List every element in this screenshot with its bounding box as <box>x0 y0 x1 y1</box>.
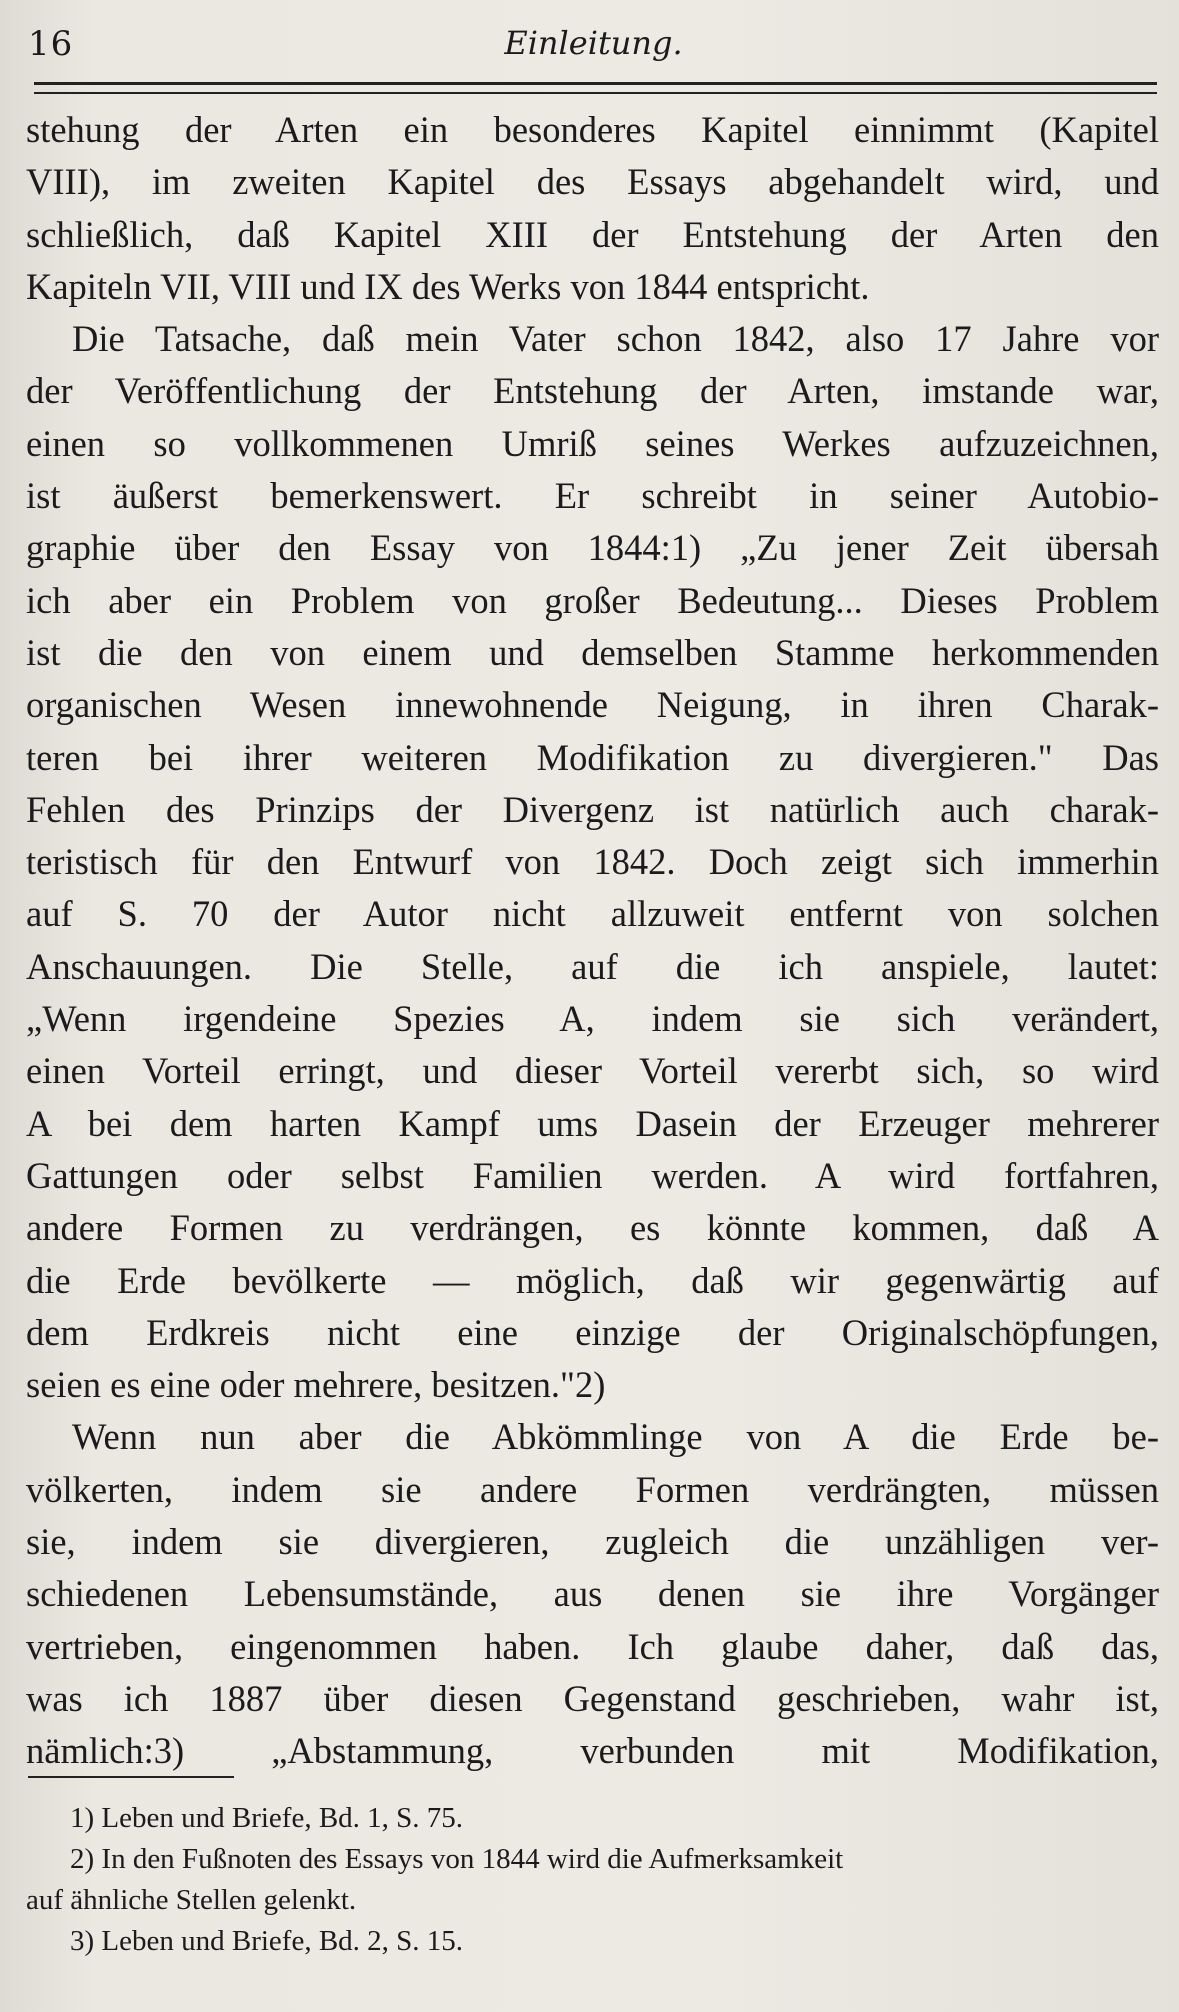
text-line: sie, indem sie divergieren, zugleich die unzähligen ver- <box>26 1521 1159 1563</box>
header-rule-thick <box>34 82 1157 85</box>
text-line: ist die den von einem und demselben Stamme herkommenden <box>26 631 1159 673</box>
text-line: teren bei ihrer weiteren Modifikation zu divergieren." Das <box>26 736 1159 778</box>
text-line: völkerten, indem sie andere Formen verdrängten, müssen <box>26 1468 1159 1510</box>
text-line: Kapiteln VII, VIII und IX des Werks von 1844 entspricht. <box>26 265 870 307</box>
text-line: Gattungen oder selbst Familien werden. A wird fortfahren, <box>26 1154 1159 1196</box>
text-line: Anschauungen. Die Stelle, auf die ich anspiele, lautet: <box>26 945 1159 987</box>
text-line: die Erde bevölkerte — möglich, daß wir gegenwärtig auf <box>26 1259 1159 1301</box>
text-line: nämlich:3) „Abstammung, verbunden mit Modifikation, <box>26 1730 1159 1772</box>
text-line: andere Formen zu verdrängen, es könnte kommen, daß A <box>26 1207 1159 1249</box>
text-line: ich aber ein Problem von großer Bedeutung... Dieses Problem <box>26 579 1159 621</box>
text-line: auf S. 70 der Autor nicht allzuweit entfernt von solchen <box>26 893 1159 935</box>
header-rule-thin <box>34 92 1157 94</box>
text-line: Die Tatsache, daß mein Vater schon 1842, also 17 Jahre vor <box>72 318 1159 360</box>
footnote-1: 1) Leben und Briefe, Bd. 1, S. 75. <box>70 1802 464 1834</box>
footnotes <box>26 1798 1159 1962</box>
running-title: Einleitung. <box>504 24 683 62</box>
text-line: „Wenn irgendeine Spezies A, indem sie sich verändert, <box>26 998 1159 1040</box>
text-line: einen Vorteil erringt, und dieser Vorteil vererbt sich, so wird <box>26 1050 1159 1092</box>
text-line: teristisch für den Entwurf von 1842. Doch zeigt sich immerhin <box>26 841 1159 883</box>
text-line: der Veröffentlichung der Entstehung der Arten, imstande war, <box>26 370 1159 412</box>
page-number: 16 <box>28 24 74 64</box>
text-line: graphie über den Essay von 1844:1) „Zu jener Zeit übersah <box>26 527 1159 569</box>
footnote-3: 3) Leben und Briefe, Bd. 2, S. 15. <box>70 1925 464 1957</box>
text-line: vertrieben, eingenommen haben. Ich glaube daher, daß das, <box>26 1625 1159 1667</box>
text-line: dem Erdkreis nicht eine einzige der Originalschöpfungen, <box>26 1311 1159 1353</box>
text-line: Fehlen des Prinzips der Divergenz ist natürlich auch charak- <box>26 788 1159 830</box>
text-line: seien es eine oder mehrere, besitzen."2) <box>26 1364 606 1406</box>
footnote-2: 2) In den Fußnoten des Essays von 1844 wird die Aufmerksamkeit <box>70 1843 844 1875</box>
footnote-rule <box>28 1776 234 1778</box>
text-line: schließlich, daß Kapitel XIII der Entstehung der Arten den <box>26 213 1159 255</box>
text-line: einen so vollkommenen Umriß seines Werkes aufzuzeichnen, <box>26 422 1159 464</box>
footnote-2-continued: auf ähnliche Stellen gelenkt. <box>26 1884 357 1916</box>
body-text <box>26 104 1159 1778</box>
text-line: stehung der Arten ein besonderes Kapitel einnimmt (Kapitel <box>26 109 1159 150</box>
text-line: organischen Wesen innewohnende Neigung, in ihren Charak- <box>26 684 1159 726</box>
text-line: schiedenen Lebensumstände, aus denen sie ihre Vorgänger <box>26 1573 1159 1615</box>
text-line: ist äußerst bemerkenswert. Er schreibt in seiner Autobio- <box>26 475 1159 517</box>
page-header <box>28 22 1159 82</box>
text-line: VIII), im zweiten Kapitel des Essays abgehandelt wird, und <box>26 161 1159 203</box>
text-line: Wenn nun aber die Abkömmlinge von A die Erde be- <box>72 1416 1159 1458</box>
text-line: A bei dem harten Kampf ums Dasein der Erzeuger mehrerer <box>26 1102 1159 1144</box>
text-line: was ich 1887 über diesen Gegenstand geschrieben, wahr ist, <box>26 1677 1159 1719</box>
